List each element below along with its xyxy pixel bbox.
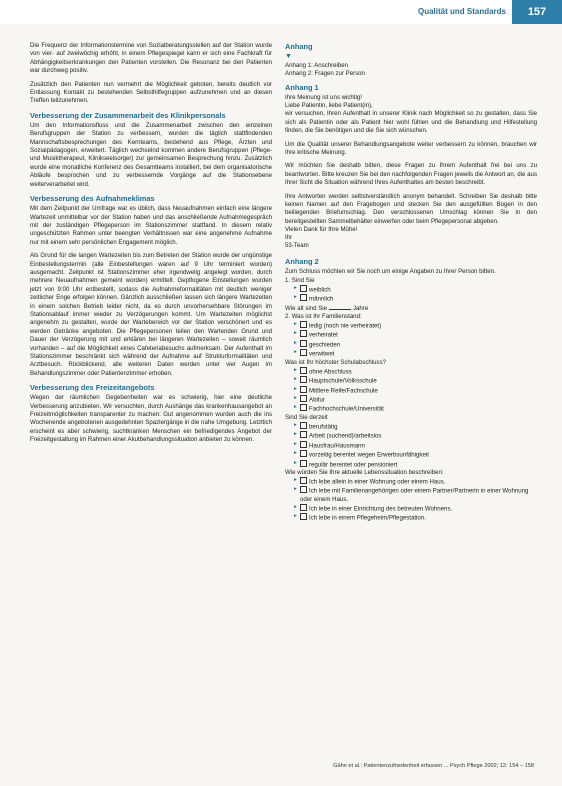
option-label: verheiratet [309,331,338,339]
option-list [285,422,537,469]
letter-line: Ihr [285,234,293,242]
paragraph: Wir möchten Sie deshalb bitten, diese Fragen zu Ihrem Aufenthalt frei bei uns zu beantworten. Bitte kreuzen Sie bei den nachfolgenden Fragen jeweils die Antwort an, die aus Ihrer Sicht die Situation während Ihres Aufenthaltes am besten beschreibt. [285,162,537,187]
appendix-1-heading: Anhang 1 [285,83,319,93]
letter-line: Vielen Dank für Ihre Mühe! [285,226,358,234]
checkbox-option[interactable] [294,367,537,376]
checkbox-option[interactable] [294,486,537,503]
checkbox-option[interactable] [294,477,537,486]
paragraph: Zum Schluss möchten wir Sie noch um einige Angaben zu Ihrer Person bitten. [285,267,496,275]
appendix-heading: Anhang [285,42,313,51]
age-blank-field[interactable] [329,304,351,310]
option-label: berufstätig [309,423,338,431]
question: 2. Was ist Ihr Familienstand: [285,312,362,320]
checkbox[interactable] [300,376,307,383]
paragraph: wir versuchen, Ihren Aufenthalt in unserer Klinik nach Möglichkeit so zu gestalten, dass Sie sich als Patientin oder als Patient hier wohl fühlen und die Behandlung und Hilfestellung finden, die Sie benötigen und die Sie sich wünschen. [285,110,537,135]
option-label: männlich [309,295,334,303]
checkbox-option[interactable] [294,321,537,330]
paragraph: Als Grund für die langen Wartezeiten bis zum Betreten der Station wurde der ungünstige Einbestellungstermin (alle Einbestellungen waren auf 9 Uhr terminiert worden) ausgemacht. Zeitpunkt ist Stationszimmer eher irgendwelig angelegt worden, durch mehrere Neuaufnahmen gemeint worden) ermittelt. Gepflogene Einstellungen wurden jetzt von 9:00 Uhr entbestellt, sodass die Aufnahmeformalitäten mit deutlich weniger zeitlicher Enge erfolgen können. Gänzlich ausschließen lassen sich längere Wartezeiten in einem solchen Betrieb leider nicht, da es durch unvorhersehbare Störungen im Stationsablauf immer wieder zu Verzögerungen kommt. Um Wartezeiten möglichst angenehm zu gestalten, wurde der Wartebereich vor der Station verschönert und es werden Getränke angeboten. Die Pflegepersonen teilen den Wartenden Grund und Dauer der Verzögerung mit und erklären bei längeren Wartezeiten – soweit räumlich vorhanden – auf die Möglichkeit eines Cafeteriabesuchs aufmerksam. Der Aufenthalt im Stationszimmer beschränkt sich während der Aufnahme auf Strukturformalitäten und Arztbesuch. Rückblickend, alle weiteren Daten werden unter vier Augen im Behandlungszimmer oder Patientenzimmer erhoben. [30,252,272,377]
question: Was ist Ihr höchster Schulabschluss? [285,358,387,366]
option-list [285,285,537,304]
paragraph: Wegen der räumlichen Gegebenheiten war es schwierig, hier eine deutliche Verbesserung anzubieten. Wir versuchten, durch Aushänge das krankenhausangebot an Freizeitmöglichkeiten transparenter zu machen: Gut angenommen wurden auch die ins Wochenende angebotenen ausgedehnten Spaziergänge in die nahe Umgebung. Letztlich erscheint es aber schwierig, suchtkranken Menschen ein befriedigendes Angebot der Freizeitgestaltung im Rahmen einer Akutbehandlungssituation anbieten zu können. [30,394,272,444]
checkbox-option[interactable] [294,376,537,385]
checkbox-option[interactable] [294,504,537,513]
checkbox[interactable] [300,340,307,347]
checkbox-option[interactable] [294,386,537,395]
checkbox-option[interactable] [294,513,537,522]
checkbox[interactable] [300,460,307,467]
arrow-down-icon: ▼ [285,53,292,60]
checkbox[interactable] [300,477,307,484]
checkbox[interactable] [300,486,307,493]
footer-citation: Gähn et al.: Patientenzufriedenheit erfassen ... Psych Pflege 2002; 12: 154 – 158 [333,763,534,769]
option-list [285,367,537,414]
age-label: Wie alt sind Sie [285,304,327,312]
appendix-2-heading: Anhang 2 [285,256,319,266]
option-label: Ich lebe allein in einer Wohnung oder einem Haus. [309,478,446,486]
option-label: Hausfrau/Hausmann [309,442,365,450]
paragraph: Zusätzlich den Patienten nun vermehrt die Möglichkeit geboten, bereits deutlich vor Entlassung Kontakt zu bestehenden Selbsthilfegruppen aufzunehmen und an diesen Treffen teilzunehmen. [30,80,272,105]
option-label: Hauptschule/Volksschule [309,377,377,385]
letter-line: Liebe Patientin, liebe Patient(in), [285,102,373,110]
checkbox[interactable] [300,431,307,438]
checkbox[interactable] [300,349,307,356]
page-number: 157 [512,0,562,24]
checkbox-option[interactable] [294,340,537,349]
option-label: Ich lebe in einem Pflegeheim/Pflegestation. [309,514,426,522]
checkbox[interactable] [300,321,307,328]
option-label: Ich lebe in einer Einrichtung des betreuten Wohnens. [309,505,453,513]
question: 1. Sind Sie [285,276,315,284]
checkbox[interactable] [300,404,307,411]
section-heading: Verbesserung des Aufnahmeklimas [30,194,155,204]
checkbox-option[interactable] [294,431,537,440]
checkbox[interactable] [300,504,307,511]
age-question [285,304,537,313]
left-column [30,42,272,450]
checkbox-option[interactable] [294,294,537,303]
checkbox-option[interactable] [294,450,537,459]
paragraph: Um den Informationsfluss und die Zusammenarbeit zwischen den einzelnen Berufsgruppen der Station zu verbessern, wurden die täglich stattfindenden Mannschaftsbesprechungen des Kernteams, bestehend aus Pflege, Ärzten und Sozialpädagogen, erweitert. Täglich wechselnd kommen andere Berufsgruppen (Pflege- und Musiktherapeut, Klinikseelsorger) zur gemeinsamen Besprechung hinzu. Zusätzlich wurde eine monatliche Konferenz des Gesamtteams installiert, bei dem organisatorische Abläufe besprochen und zu verbessernde Vorgänge auf die Stationsebene weiterverarbeitet wird. [30,121,272,188]
checkbox-option[interactable] [294,441,537,450]
option-label: ohne Abschluss [309,368,352,376]
paragraph: Die Frequenz der Informationstermine von Sozialberatungsstellen auf der Station wurde von vier- auf zweiwöchig erhöht, in einem Pflegespiegel kann er sich eine Fachkraft für Abhängigkeitserkrankungen den Patienten vorstellen. Die Resonanz bei den Patienten war durchweg positiv. [30,42,272,75]
checkbox[interactable] [300,367,307,374]
option-label: vorzeitig berentet wegen Erwerbsunfähigkeit [309,451,429,459]
checkbox[interactable] [300,330,307,337]
checkbox[interactable] [300,386,307,393]
checkbox[interactable] [300,441,307,448]
appendix-item: Anhang 1: Anschreiben [285,62,349,69]
right-column [285,42,537,523]
checkbox-option[interactable] [294,422,537,431]
checkbox-option[interactable] [294,330,537,339]
checkbox[interactable] [300,422,307,429]
checkbox-option[interactable] [294,285,537,294]
running-head: Qualität und Standards [417,7,506,16]
checkbox-option[interactable] [294,349,537,358]
checkbox[interactable] [300,294,307,301]
section-heading: Verbesserung des Freizeitangebots [30,383,155,393]
checkbox-option[interactable] [294,404,537,413]
option-label: geschieden [309,341,341,349]
option-label: ledig (noch nie verheiratet) [309,322,382,330]
option-label: Ich lebe mit Familienangehörigen oder einem Partner/Partnerin in einer Wohnung oder einem Haus. [300,487,529,503]
appendix-item: Anhang 2: Fragen zur Person [285,70,365,78]
question: Sind Sie derzeit [285,413,328,421]
option-label: regulär berentet oder pensioniert [309,461,398,468]
paragraph: Mit dem Zeitpunkt der Umfrage war es üblich, dass Neuaufnahmen einfach eine längere Wartezeit unmittelbar vor der Station haben und das anschließende Aufnahmegespräch mit der zuständigen Pflegeperson im Stationszimmer stattfand. In diesem relativ ungeschützten Rahmen unter beengten Verhältnissen war eine angenehme Aufnahme nur mit einem sehr persönlichen Engagement möglich. [30,205,272,246]
option-list [285,477,537,523]
paragraph: Ihre Antworten werden selbstverständlich anonym behandelt. Schreiben Sie deshalb bitte keinen Namen auf den Fragebogen und stecken Sie den ausgefüllten Bogen in den beiliegenden Briefumschlag. Den verschlossenen Umschlag können Sie in den bereitgestellten Sammelbehälter einwerfen oder beim Pflegepersonal abgeben. [285,192,537,225]
option-label: verwitwet [309,350,335,358]
checkbox[interactable] [300,513,307,520]
checkbox-option[interactable] [294,395,537,404]
checkbox-option[interactable] [294,460,537,469]
option-label: Mittlere Reife/Fachschule [309,387,378,395]
checkbox[interactable] [300,285,307,292]
option-list [285,321,537,359]
checkbox[interactable] [300,450,307,457]
age-unit: Jahre [353,304,369,312]
question: Wie würden Sie Ihre aktuelle Lebenssituation beschreiben: [285,468,444,476]
option-label: Arbeit (suchend)/arbeitslos [309,432,382,440]
letter-line: 53-Team [285,242,309,250]
checkbox[interactable] [300,395,307,402]
paragraph: Um die Qualität unserer Behandlungsangebote weiter verbessern zu können, brauchen wir Ihre kritische Meinung. [285,140,537,156]
option-label: Fachhochschule/Universität [309,405,384,413]
option-label: Abitur [309,396,325,404]
section-heading: Verbesserung der Zusammenarbeit des Klinikpersonals [30,110,226,120]
letter-line: Ihre Meinung ist uns wichtig! [285,94,362,102]
option-label: weiblich [309,286,331,294]
